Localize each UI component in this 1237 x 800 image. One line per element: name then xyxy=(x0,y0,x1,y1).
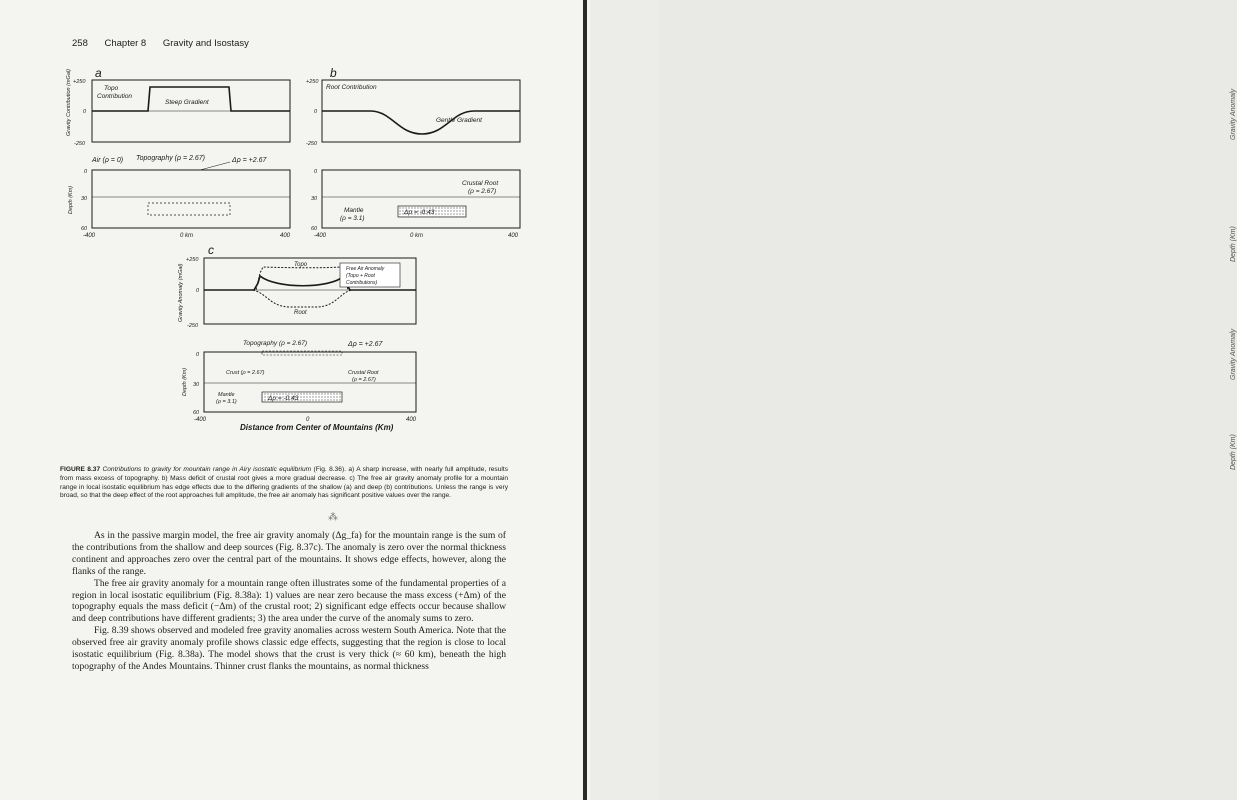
panel-a-annotation: Topo xyxy=(104,85,119,92)
panel-a-annotation: Steep Gradient xyxy=(165,99,209,106)
panel-a-section-ytick: 60 xyxy=(81,226,88,232)
paragraph: Fig. 8.39 shows observed and modeled free gravity anomalies across western South America. Note that the observed free air gravity anomaly profile shows classic edge effects, suggesting that the region is close to local isostatic equilibrium (Fig. 8.38a). The model shows that the crust is very thick (≈ 60 km), beneath the high topography of the Andes Mountains. Thinner crust flanks the mountains, as normal thickness xyxy=(72,625,506,672)
panel-b-delta: Δρ = -0.43 xyxy=(404,209,435,216)
panel-a-label: a xyxy=(95,66,102,80)
panel-a-section-title: Δρ = +2.67 xyxy=(232,157,267,164)
panel-b-root-curve xyxy=(322,111,520,134)
panel-c-section-title: Δρ = +2.67 xyxy=(348,341,383,348)
panel-c-root-label: Crustal Root xyxy=(348,370,379,376)
paragraph: As in the passive margin model, the free air gravity anomaly (Δg_fa) for the mountain range is the sum of the contributions from the shallow and deep sources (Fig. 8.37c). The anomaly is zero over the normal thickness continent and approaches zero over the central part of the mountains. It shows edge effects, however, along the flanks of the range. xyxy=(72,530,506,577)
caption-text: (Fig. 8.36). a) A sharp increase, with nearly full amplitude, results from mass excess of topography. b) Mass deficit of crustal root gives a more gradual decrease. c) The free air gravity anomaly profile for a mountain range in local isostatic equilibrium has edge effects due to the differing gradients of the shallow (a) and deep (b) contributions. Unless the range is very broad, so that the deep effect of the root approaches full amplitude, the free air anomaly has significant positive values over the range. xyxy=(60,466,508,500)
page-number: 258 xyxy=(72,38,88,49)
panel-b-section-ytick: 60 xyxy=(311,226,318,232)
panel-a-section-xtick: -400 xyxy=(83,233,96,239)
panel-b-section-xtick: 0 km xyxy=(410,233,424,239)
panel-b-annotation: Root Contribution xyxy=(326,84,377,91)
panel-b-label: b xyxy=(330,66,337,80)
caption-title: Contributions to gravity for mountain range in Airy isostatic equilibrium xyxy=(102,466,312,473)
body-text xyxy=(72,530,506,673)
panel-c-root-density: (ρ = 2.67) xyxy=(352,377,376,383)
panel-b-ytick: 0 xyxy=(314,109,318,115)
panel-b-ytick: -250 xyxy=(306,141,318,147)
panel-b-section-xtick: -400 xyxy=(314,233,327,239)
panel-b-section-xtick: 400 xyxy=(508,233,519,239)
panel-c-section-xtick: -400 xyxy=(194,417,207,423)
panel-a-topo-block xyxy=(148,203,230,215)
panel-c-crust-label: Crust (ρ = 2.67) xyxy=(226,370,265,376)
panel-a-annotation: Contribution xyxy=(97,93,133,100)
panel-b-root-label: Crustal Root xyxy=(462,180,499,187)
panel-a-section-frame xyxy=(92,170,290,228)
panel-b-annotation: Gentle Gradient xyxy=(436,117,482,124)
panel-a-section-ylabel: Depth (Km) xyxy=(68,185,74,214)
panel-b-mantle-density: (ρ = 3.1) xyxy=(340,215,365,222)
panel-c-ylabel: Gravity Anomaly (mGal) xyxy=(178,263,184,322)
panel-c-section-ytick: 60 xyxy=(193,410,200,416)
panel-c-delta: Δρ = -0.43 xyxy=(268,395,299,402)
panel-c-root-curve xyxy=(204,290,416,307)
bleed-label: Depth (Km) xyxy=(1230,226,1237,262)
panel-b-section-ytick: 30 xyxy=(311,196,318,202)
panel-c-annotation: Root xyxy=(294,310,307,316)
panel-b-mantle-label: Mantle xyxy=(344,207,364,214)
panel-c-annotation: Topo xyxy=(294,262,308,268)
panel-a-section-title: Air (ρ = 0) xyxy=(92,157,124,164)
panel-c-section-xtick: 400 xyxy=(406,417,417,423)
bleed-label: Depth (Km) xyxy=(1230,434,1237,470)
caption-label: FIGURE 8.37 xyxy=(60,466,101,473)
panel-a-ylabel: Gravity Contribution (mGal) xyxy=(66,69,72,136)
panel-a-delta-leader xyxy=(200,162,230,170)
scan-mark: ⁂ xyxy=(328,512,338,523)
panel-c-section-title: Topography (ρ = 2.67) xyxy=(243,340,308,347)
figure-8-37 xyxy=(0,0,600,470)
panel-a-ytick: -250 xyxy=(74,141,86,147)
panel-b-root-density: (ρ = 2.67) xyxy=(468,188,497,195)
panel-a-section-ytick: 30 xyxy=(81,196,88,202)
panel-b-ytick: +250 xyxy=(306,79,319,85)
facing-page-bleed xyxy=(590,0,1237,800)
panel-a-ytick: +250 xyxy=(73,79,86,85)
panel-c-mantle-label: Mantle xyxy=(218,392,235,398)
panel-c-section-ylabel: Depth (Km) xyxy=(182,367,188,396)
bleed-label: Gravity Anomaly xyxy=(1230,88,1237,140)
panel-c-label: c xyxy=(208,243,214,257)
panel-c-legend-line: (Topo + Root xyxy=(346,273,375,279)
panel-c-ytick: 0 xyxy=(196,288,200,294)
panel-c-ytick: -250 xyxy=(187,323,199,329)
panel-c-section-xtick: 0 xyxy=(306,417,310,423)
panel-c-legend-line: Contributions) xyxy=(346,280,378,286)
panel-c-legend-line: Free Air Anomaly xyxy=(346,266,385,272)
panel-c-ytick: +250 xyxy=(186,257,199,263)
chapter-number: Chapter 8 xyxy=(104,38,147,49)
panel-a-section-title: Topography (ρ = 2.67) xyxy=(136,155,205,162)
panel-a-section-xtick: 0 km xyxy=(180,233,194,239)
panel-c-section-ytick: 30 xyxy=(193,382,200,388)
panel-c-section-ytick: 0 xyxy=(196,352,200,358)
panel-c-mantle-density: (ρ = 3.1) xyxy=(216,399,237,405)
panel-a-section-ytick: 0 xyxy=(84,169,88,175)
figure-caption xyxy=(60,466,508,501)
chapter-title: Gravity and Isostasy xyxy=(162,38,249,49)
panel-a-section-xtick: 400 xyxy=(280,233,291,239)
bleed-label: Gravity Anomaly xyxy=(1230,328,1237,380)
paragraph: The free air gravity anomaly for a mountain range often illustrates some of the fundamental properties of a region in local isostatic equilibrium (Fig. 8.38a): 1) values are near zero because the mass excess (+Δm) of the topography equals the mass deficit (−Δm) of the crustal root; 2) significant edge effects occur because shallow and deep contributions have different gradients; 3) the area under the curve of the anomaly sums to zero. xyxy=(72,577,506,625)
panel-a-ytick: 0 xyxy=(83,109,87,115)
panel-c-xlabel: Distance from Center of Mountains (Km) xyxy=(240,423,394,432)
panel-b-section-ytick: 0 xyxy=(314,169,318,175)
